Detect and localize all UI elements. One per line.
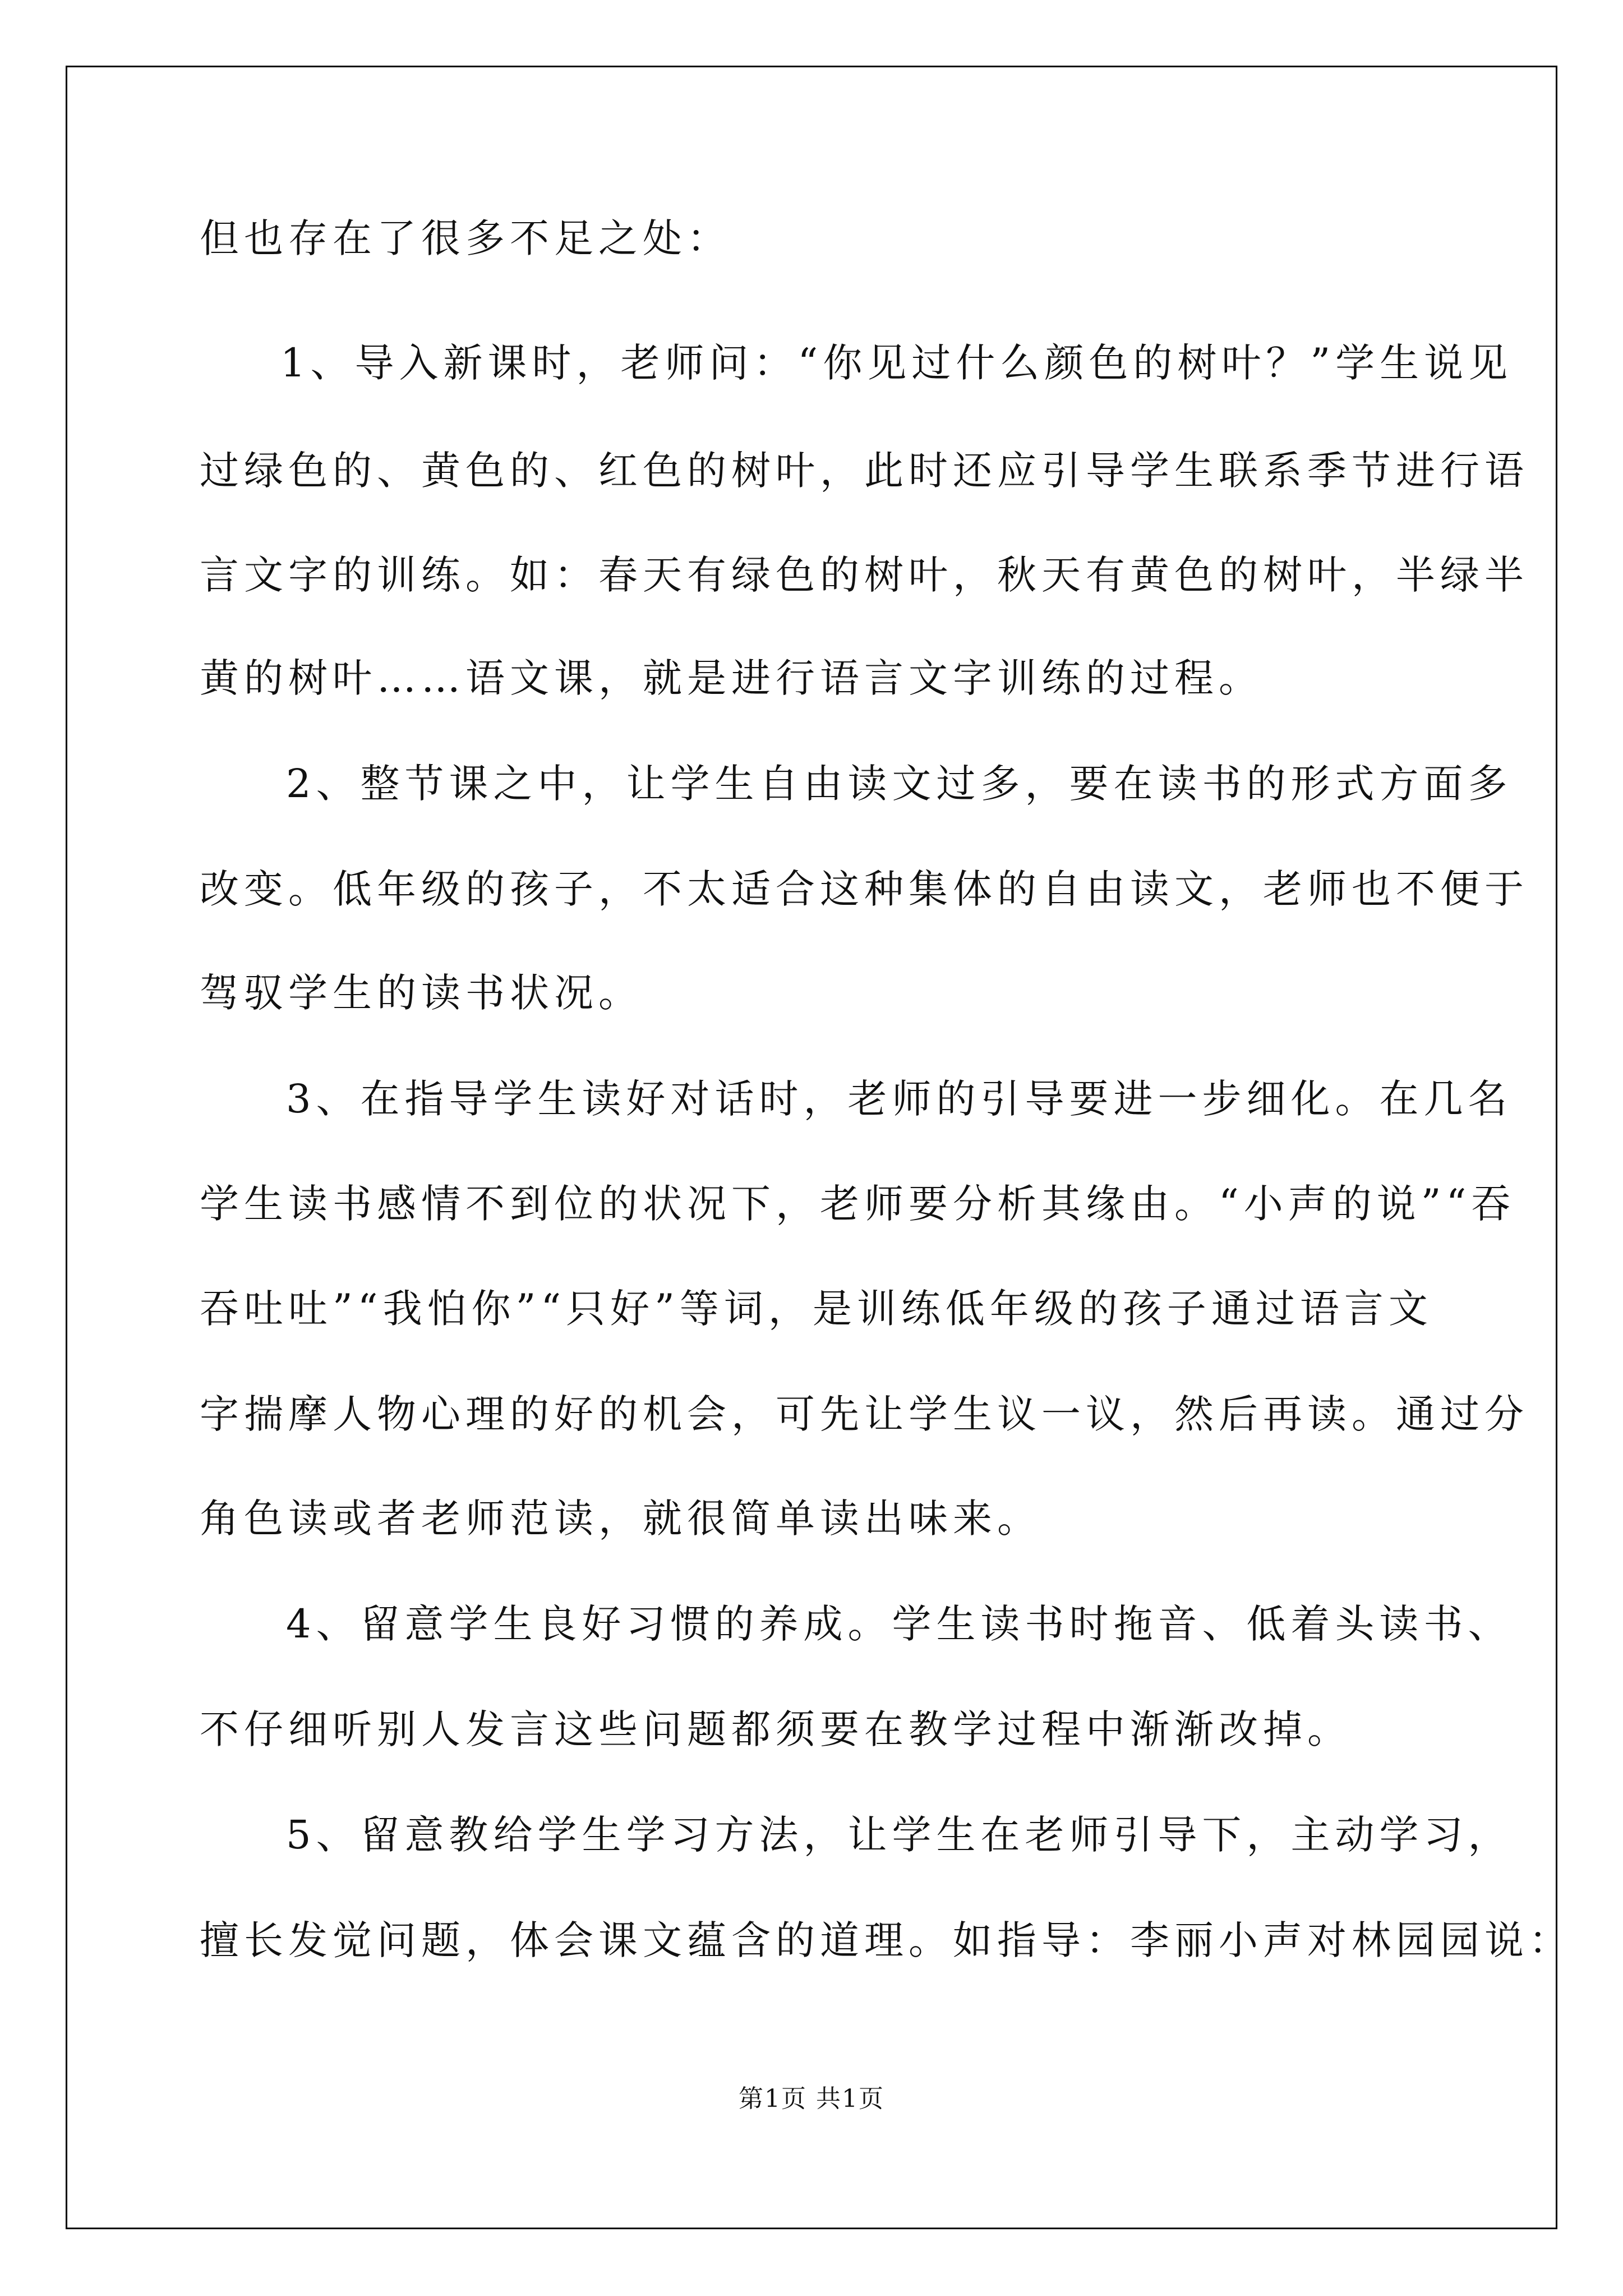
text-line: 1、导入新课时，老师问：“你见过什么颜色的树叶？”学生说见 [280, 340, 1513, 386]
text-line: 学生读书感情不到位的状况下，老师要分析其缘由。“小声的说”“吞 [200, 1181, 1516, 1227]
text-line: 擅长发觉问题，体会课文蕴含的道理。如指导：李丽小声对林园园说： [200, 1917, 1573, 1963]
page-frame [66, 66, 1557, 2229]
text-line: 5、留意教给学生学习方法，让学生在老师引导下，主动学习， [286, 1812, 1513, 1858]
text-line: 2、整节课之中，让学生自由读文过多，要在读书的形式方面多 [286, 761, 1513, 807]
text-line: 言文字的训练。如：春天有绿色的树叶，秋天有黄色的树叶，半绿半 [200, 552, 1529, 598]
page-number: 第1页 共1页 [739, 2085, 884, 2113]
text-line: 过绿色的、黄色的、红色的树叶，此时还应引导学生联系季节进行语 [200, 448, 1529, 494]
text-line: 但也存在了很多不足之处： [200, 215, 731, 261]
text-line: 驾驭学生的读书状况。 [200, 970, 643, 1016]
text-line: 不仔细听别人发言这些问题都须要在教学过程中渐渐改掉。 [200, 1706, 1352, 1752]
text-line: 3、在指导学生读好对话时，老师的引导要进一步细化。在几名 [286, 1076, 1513, 1122]
text-line: 黄的树叶……语文课，就是进行语言文字训练的过程。 [200, 655, 1263, 701]
text-line: 吞吐吐”“我怕你”“只好”等词，是训练低年级的孩子通过语言文 [200, 1286, 1433, 1332]
text-line: 4、留意学生良好习惯的养成。学生读书时拖音、低着头读书、 [286, 1601, 1513, 1647]
text-line: 角色读或者老师范读，就很简单读出味来。 [200, 1496, 1041, 1542]
text-line: 改变。低年级的孩子，不太适合这种集体的自由读文，老师也不便于 [200, 866, 1529, 912]
text-line: 字揣摩人物心理的好的机会，可先让学生议一议，然后再读。通过分 [200, 1391, 1529, 1437]
